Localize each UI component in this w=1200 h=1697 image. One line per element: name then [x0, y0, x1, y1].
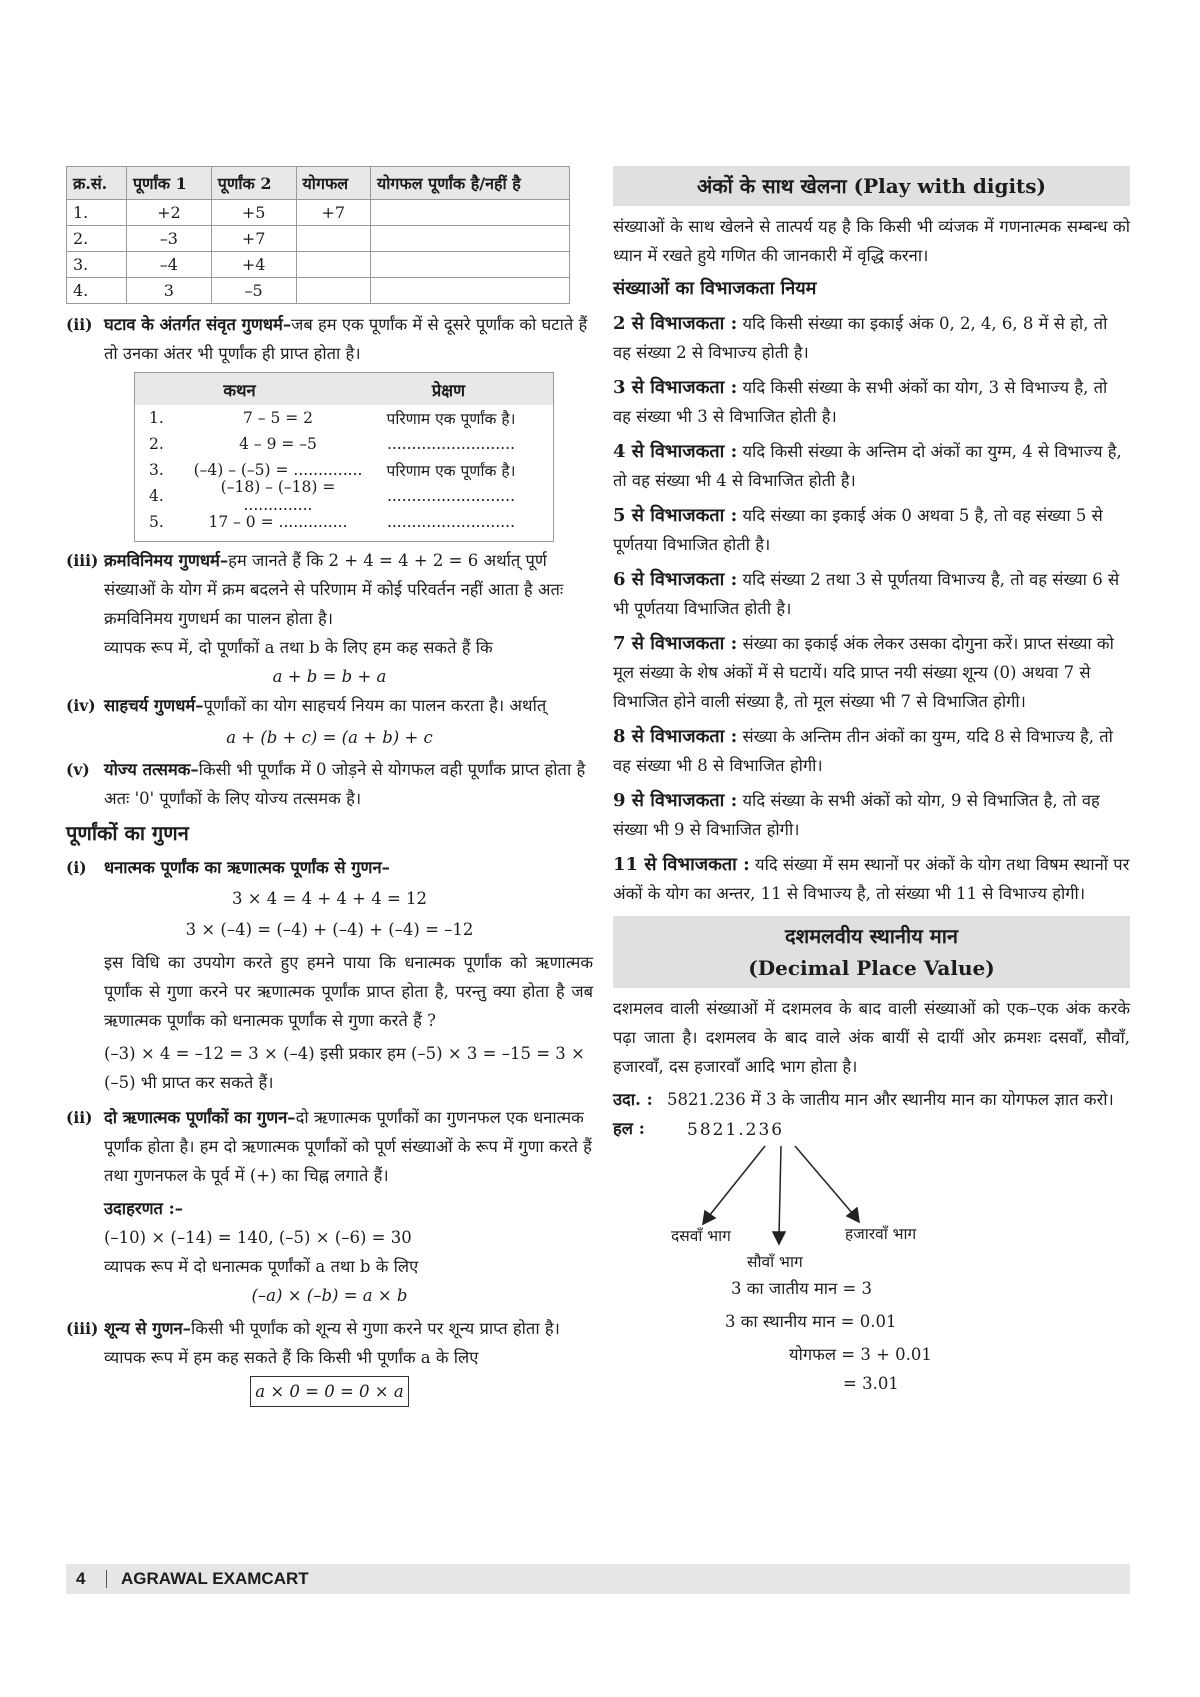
- table-cell: +5: [211, 200, 296, 226]
- rule-key: 7 से विभाजकता :: [613, 633, 738, 654]
- label-hundredths: सौवाँ भाग: [747, 1253, 803, 1271]
- divisibility-rule: [613, 722, 1130, 780]
- rule-key: 4 से विभाजकता :: [613, 441, 738, 462]
- paragraph: इस विधि का उपयोग करते हुए हमने पाया कि धनात्मक पूर्णांक को ऋणात्मक पूर्णांक से गुणा करने पर ऋणात्मक पूर्णांक प्राप्त होता है, परन्तु क्या होता है जब ऋणात्मक पूर्णांक को धनात्मक पूर्णांक से गुणा करते हैं ?: [104, 953, 593, 1030]
- commutative-item: [66, 546, 593, 633]
- table-header-row: [135, 373, 553, 405]
- example-text: 5821.236 में 3 के जातीय मान और स्थानीय मान का योगफल ज्ञात करो।: [667, 1090, 1114, 1109]
- associative-item: [66, 691, 593, 720]
- table-header: पूर्णांक 1: [126, 167, 211, 200]
- row-expression: (–4) – (–5) = ..............: [193, 461, 363, 479]
- arrow-right-line: [795, 1146, 853, 1214]
- row-observation: ..........................: [386, 435, 516, 453]
- rule-text: यदि संख्या का इकाई अंक 0 अथवा 5 है, तो वह संख्या 5 से पूर्णतया विभाजित होती है।: [613, 506, 1103, 554]
- item-heading: दो ऋणात्मक पूर्णांकों का गुणन–: [104, 1108, 296, 1127]
- rule-text: यदि किसी संख्या का इकाई अंक 0, 2, 4, 6, 8 में से हो, तो वह संख्या 2 से विभाज्य होती है।: [613, 314, 1108, 362]
- item-text: [104, 310, 593, 368]
- table-cell: 4.: [67, 278, 127, 304]
- footer-divider: [106, 1570, 107, 1588]
- divisibility-rule: [613, 501, 1130, 559]
- solution-line: 3 का जातीय मान = 3: [731, 1279, 873, 1298]
- row-expression: 7 – 5 = 2: [242, 409, 314, 427]
- solution-line: = 3.01: [843, 1374, 899, 1393]
- table-row: [135, 478, 553, 514]
- label-thousandths: हजारवाँ भाग: [845, 1225, 917, 1243]
- table-header: पूर्णांक 2: [211, 167, 296, 200]
- table-header: कथन: [223, 380, 256, 400]
- row-number: 1.: [149, 409, 164, 427]
- item-number: (i): [66, 858, 87, 877]
- item-body: हम जानते हैं कि 2 + 4 = 4 + 2 = 6 अर्थात् पूर्ण संख्याओं के योग में क्रम बदलने से परिणाम में कोई परिवर्तन नहीं आता है अतः क्रमविनिमय गुणधर्म का पालन होता है।: [104, 551, 564, 628]
- row-number: 3.: [149, 461, 164, 479]
- table-row: [135, 431, 553, 457]
- example-formula: (–10) × (–14) = 140, (–5) × (–6) = 30: [104, 1228, 412, 1247]
- table-cell: –4: [126, 252, 211, 278]
- diagram-arrows: [613, 1114, 1130, 1284]
- boxed-formula-wrap: [66, 1376, 593, 1407]
- page-number: 4: [76, 1569, 86, 1588]
- row-number: 4.: [149, 487, 164, 505]
- table-cell: +4: [211, 252, 296, 278]
- table-cell: [370, 200, 569, 226]
- paragraph: व्यापक रूप में दो धनात्मक पूर्णांकों a तथा b के लिए: [104, 1257, 419, 1276]
- example: [613, 1085, 1130, 1114]
- row-number: 2.: [149, 435, 164, 453]
- associative-formula: a + (b + c) = (a + b) + c: [226, 728, 433, 747]
- section-heading-box: [613, 916, 1130, 988]
- label-tenths: दसवाँ भाग: [671, 1227, 731, 1245]
- commutative-general: व्यापक रूप में, दो पूर्णांकों a तथा b के लिए हम कह सकते हैं कि: [104, 638, 493, 657]
- right-column: [613, 166, 1130, 1398]
- paragraph: संख्याओं के साथ खेलने से तात्पर्य यह है कि किसी भी व्यंजक में गणनात्मक सम्बन्ध को ध्यान में रखते हुये गणित की जानकारी में वृद्धि करना।: [613, 217, 1130, 265]
- item-heading: योज्य तत्समक–: [104, 760, 199, 779]
- table-row: [135, 509, 553, 535]
- solution-label: हल :: [613, 1119, 645, 1138]
- item-text: [104, 546, 593, 633]
- section-heading: पूर्णांकों का गुणन: [66, 821, 189, 845]
- diagram-number: 5821.236: [687, 1120, 785, 1140]
- rule-text: यदि किसी संख्या के सभी अंकों का योग, 3 से विभाज्य है, तो वह संख्या भी 3 से विभाजित होती है।: [613, 378, 1108, 426]
- subheading: संख्याओं का विभाजकता नियम: [613, 278, 817, 299]
- table-row: [135, 405, 553, 431]
- table-cell: [370, 278, 569, 304]
- item-heading: धनात्मक पूर्णांक का ऋणात्मक पूर्णांक से गुणन–: [104, 858, 390, 877]
- item-number: (iii): [66, 551, 99, 570]
- paragraph: दशमलव वाली संख्याओं में दशमलव के बाद वाली संख्याओं को एक–एक अंक करके पढ़ा जाता है। दशमलव के बाद वाले अंक बायीं से दायीं ओर क्रमशः दसवाँ, सौवाँ, हजारवाँ, दस हजारवाँ आदि भाग होता है।: [613, 999, 1130, 1076]
- item-number: (iv): [66, 696, 96, 715]
- rule-text: संख्या का इकाई अंक लेकर उसका दोगुना करें। प्राप्त संख्या को मूल संख्या के शेष अंकों में से घटायें। यदि प्राप्त नयी संख्या शून्य (0) अथवा 7 से विभाजित होने वाली संख्या है, तो मूल संख्या भी 7 से विभाजित होगी।: [613, 634, 1114, 711]
- additive-identity-item: [66, 755, 593, 813]
- row-expression: (–18) – (–18) = ..............: [220, 478, 336, 514]
- formula: 3 × (–4) = (–4) + (–4) + (–4) = –12: [185, 920, 474, 939]
- divisibility-rule: [613, 629, 1130, 716]
- table-cell: 1.: [67, 200, 127, 226]
- heading-line: (Decimal Place Value): [748, 956, 995, 980]
- item-number: (v): [66, 760, 90, 779]
- table-cell: –5: [211, 278, 296, 304]
- arrow-left-line: [709, 1146, 765, 1216]
- heading-line: दशमलवीय स्थानीय मान: [784, 924, 959, 948]
- divisibility-rule: [613, 437, 1130, 495]
- page-footer: [66, 1564, 1130, 1594]
- item-number: (ii): [66, 1108, 93, 1127]
- solution-line: 3 का स्थानीय मान = 0.01: [725, 1312, 897, 1331]
- rule-key: 9 से विभाजकता :: [613, 790, 738, 811]
- divisibility-rule: [613, 565, 1130, 623]
- table-header-row: [67, 167, 570, 200]
- table-header: क्र.सं.: [67, 167, 127, 200]
- formula: 3 × 4 = 4 + 4 + 4 = 12: [231, 889, 428, 908]
- arrow-mid-line: [779, 1146, 781, 1236]
- left-column: [66, 166, 593, 1407]
- formula: (–a) × (–b) = a × b: [251, 1286, 408, 1305]
- item-text: [104, 1103, 593, 1190]
- item-body: दो ऋणात्मक पूर्णांकों का गुणनफल एक धनात्मक पूर्णांक होता है। हम दो ऋणात्मक पूर्णांकों को पूर्ण संख्याओं के रूप में गुणा करते हैं तथा गुणनफल के पूर्व में (+) का चिह्न लगाते हैं।: [104, 1108, 592, 1185]
- rule-key: 11 से विभाजकता :: [613, 854, 750, 875]
- table-cell: [296, 278, 370, 304]
- rule-key: 5 से विभाजकता :: [613, 505, 738, 526]
- subtraction-closure-item: [66, 310, 593, 368]
- rule-text: यदि संख्या के सभी अंकों को योग, 9 से विभाजित है, तो वह संख्या भी 9 से विभाजित होगी।: [613, 791, 1100, 839]
- item-heading: घटाव के अंतर्गत संवृत गुणधर्म–: [104, 315, 292, 334]
- divisibility-rule: [613, 786, 1130, 844]
- item-number: (ii): [66, 315, 93, 334]
- rule-text: संख्या के अन्तिम तीन अंकों का युग्म, यदि 8 से विभाज्य है, तो वह संख्या भी 8 से विभाजित होगी।: [613, 727, 1113, 775]
- row-observation: ..........................: [386, 513, 516, 531]
- row-expression: 4 – 9 = –5: [239, 435, 317, 453]
- statement-observation-table: [134, 372, 554, 542]
- rule-text: यदि किसी संख्या के अन्तिम दो अंकों का युग्म, 4 से विभाज्य है, तो वह संख्या भी 4 से विभाजित होती है।: [613, 442, 1122, 490]
- table-header: योगफल: [296, 167, 370, 200]
- item-body: किसी भी पूर्णांक को शून्य से गुणा करने पर शून्य प्राप्त होता है। व्यापक रूप में हम कह सकते हैं कि किसी भी पूर्णांक a के लिए: [104, 1319, 560, 1367]
- table-row: [67, 252, 570, 278]
- item-heading: क्रमविनिमय गुणधर्म–: [104, 551, 229, 570]
- table-cell: +7: [296, 200, 370, 226]
- rule-key: 6 से विभाजकता :: [613, 569, 738, 590]
- row-observation: परिणाम एक पूर्णांक है।: [386, 462, 516, 480]
- item-body: किसी भी पूर्णांक में 0 जोड़ने से योगफल वही पूर्णांक प्राप्त होता है अतः '0' पूर्णांकों के लिए योज्य तत्समक है।: [104, 760, 586, 808]
- item-heading: शून्य से गुणन–: [104, 1319, 191, 1338]
- table-cell: [370, 226, 569, 252]
- example-label: उदाहरणत :–: [104, 1199, 184, 1218]
- divisibility-rule: [613, 850, 1130, 908]
- example-label: उदा. :: [613, 1090, 653, 1109]
- paragraph: (–3) × 4 = –12 = 3 × (–4) इसी प्रकार हम (–5) × 3 = –15 = 3 × (–5) भी प्राप्त कर सकते हैं।: [104, 1044, 585, 1092]
- row-observation: ..........................: [386, 487, 516, 505]
- row-observation: परिणाम एक पूर्णांक है।: [386, 410, 516, 428]
- table-cell: 3: [126, 278, 211, 304]
- zero-multiplication-item: [66, 1314, 593, 1372]
- divisibility-rule: [613, 373, 1130, 431]
- row-expression: 17 – 0 = ..............: [208, 513, 348, 531]
- table-cell: –3: [126, 226, 211, 252]
- rule-text: यदि संख्या में सम स्थानों पर अंकों के योग तथा विषम स्थानों पर अंकों के योग का अन्तर, 11 से विभाज्य है, तो संख्या भी 11 से विभाज्य होगी।: [613, 855, 1130, 903]
- table-cell: +7: [211, 226, 296, 252]
- table-cell: 2.: [67, 226, 127, 252]
- table-cell: 3.: [67, 252, 127, 278]
- table-row: [67, 278, 570, 304]
- table-cell: [296, 252, 370, 278]
- item-text: [104, 691, 593, 720]
- table-header: योगफल पूर्णांक है/नहीं है: [370, 167, 569, 200]
- rule-key: 2 से विभाजकता :: [613, 313, 738, 334]
- table-cell: +2: [126, 200, 211, 226]
- publisher-brand: AGRAWAL EXAMCART: [121, 1569, 309, 1588]
- rule-key: 8 से विभाजकता :: [613, 726, 738, 747]
- integer-sum-table: [66, 166, 570, 304]
- neg-neg-multiplication-item: [66, 1103, 593, 1190]
- item-number: (iii): [66, 1319, 99, 1338]
- rule-text: यदि संख्या 2 तथा 3 से पूर्णतया विभाज्य है, तो वह संख्या 6 से भी पूर्णतया विभाजित होती है।: [613, 570, 1120, 618]
- boxed-formula: a × 0 = 0 = 0 × a: [250, 1376, 408, 1407]
- table-row: [67, 226, 570, 252]
- table-cell: [296, 226, 370, 252]
- item-text: [104, 1314, 593, 1372]
- place-value-diagram: [613, 1114, 1130, 1284]
- row-number: 5.: [149, 513, 164, 531]
- item-text: [104, 755, 593, 813]
- rule-key: 3 से विभाजकता :: [613, 377, 738, 398]
- solution-line: योगफल = 3 + 0.01: [789, 1345, 932, 1364]
- table-cell: [370, 252, 569, 278]
- item-heading: साहचर्य गुणधर्म–: [104, 696, 204, 715]
- item-body: पूर्णांकों का योग साहचर्य नियम का पालन करता है। अर्थात्: [203, 696, 547, 715]
- arrow-left-head: [703, 1211, 715, 1224]
- commutative-formula: a + b = b + a: [272, 667, 387, 686]
- table-header: प्रेक्षण: [431, 380, 466, 400]
- table-row: [67, 200, 570, 226]
- arrow-mid-head: [773, 1232, 785, 1244]
- section-heading-box: अंकों के साथ खेलना (Play with digits): [613, 166, 1130, 206]
- divisibility-rule: [613, 309, 1130, 367]
- pos-neg-multiplication-item: [66, 853, 593, 882]
- item-body: जब हम एक पूर्णांक में से दूसरे पूर्णांक को घटाते हैं तो उनका अंतर भी पूर्णांक ही प्राप्त होता है।: [104, 315, 588, 363]
